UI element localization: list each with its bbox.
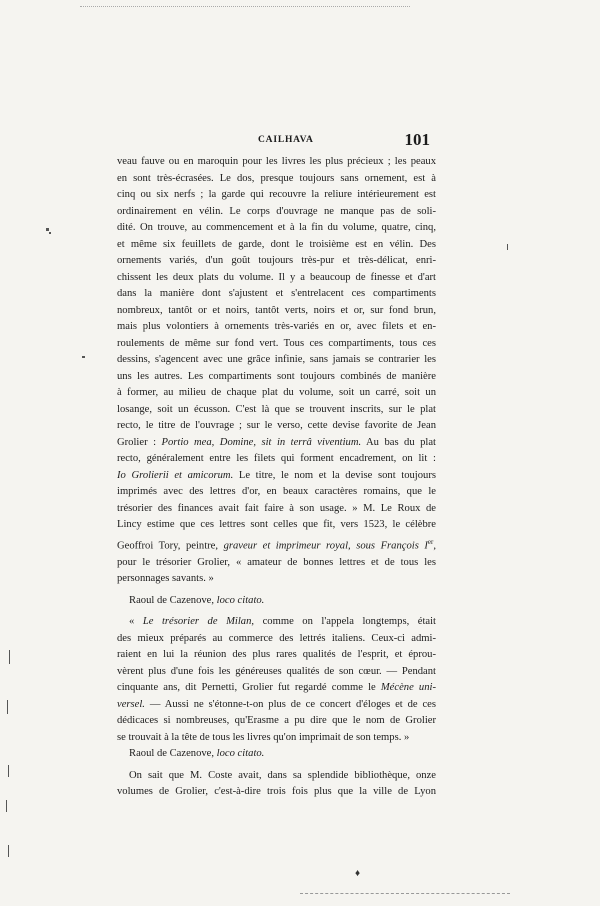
text-line: et même six feuillets de garde, dont le troisième est en vélin. Des [117, 238, 436, 250]
body-text [117, 154, 436, 801]
citation-author: Raoul de Cazenove, [129, 748, 217, 760]
text-line [117, 614, 436, 631]
text-run: , comme on l'appela longtemps, était [251, 616, 436, 628]
page-header [222, 132, 430, 152]
text-line: cinq ou six nerfs ; la garde qui recouvre la reliure intérieurement est [117, 189, 436, 200]
italic-run: versel. [117, 698, 145, 710]
text-line: personnages savants. » [117, 573, 214, 585]
margin-speck [8, 845, 9, 857]
text-run: Grolier : [117, 436, 162, 448]
top-scan-rule [80, 6, 410, 7]
italic-run: Mécène uni- [380, 682, 436, 694]
text-line: recto, le titre de l'ouvrage ; sur le verso, cette devise favorite de Jean [117, 420, 436, 431]
text-line: losange, soit un écusson. C'est là que se trouvent inscrits, sur le plat [117, 403, 436, 415]
text-line: dité. On trouve, au commencement et à la fin du volume, quatre, cinq, [117, 222, 436, 233]
text-run: Le titre, le nom et la devise sont toujours [233, 469, 436, 481]
text-line: se trouvait à la tête de tous les livres qu'on imprimait de son temps. » [117, 731, 410, 743]
text-line: dans la manière dont s'ajustent et s'entrelacent ces compartiments [117, 288, 436, 299]
text-line [117, 697, 436, 714]
text-run: Geoffroi Tory, peintre, [117, 540, 224, 552]
text-line: à former, au milieu de chaque plat du volume, soit un carré, soit un [117, 387, 436, 398]
running-title: CAILHAVA [258, 135, 314, 145]
text-line: ornements variés, d'un goût toujours très-pur et très-délicat, enri- [117, 255, 436, 266]
citation-2 [117, 746, 436, 763]
page-number: 101 [404, 130, 430, 149]
text-line [117, 534, 436, 555]
text-line: roulements de même sur fond vert. Tous ces compartiments, tous ces [117, 337, 436, 349]
text-line [117, 680, 436, 697]
text-line: des mieux préparés au commerce des lettrés italiens. Ceux-ci admi- [117, 632, 436, 644]
margin-speck [46, 228, 49, 231]
citation-line [117, 746, 436, 763]
paragraph-3 [117, 768, 436, 801]
margin-speck [8, 765, 9, 777]
paragraph-2 [117, 614, 436, 746]
text-run: , [433, 540, 436, 552]
text-line: vèrent plus d'une fois les généreuses qualités de son cœur. — Pendant [117, 665, 436, 677]
superscript: er [427, 537, 434, 546]
margin-speck [82, 356, 85, 358]
text-line: recto, généralement entre les filets qui forment encadrement, on lit : [117, 453, 436, 464]
text-line: imprimés avec des lettres d'or, en beaux caractères romains, que le [117, 486, 436, 497]
text-run: — Aussi ne s'étonne-t-on plus de ce concert d'éloges et de ces [144, 698, 436, 710]
text-line: On sait que M. Coste avait, dans sa splendide bibliothèque, onze [129, 769, 436, 781]
citation-line [117, 593, 436, 610]
margin-speck [9, 650, 10, 664]
footer-ornament: ♦ [355, 868, 361, 879]
text-line: uns les autres. Les compartiments sont toujours combinés de manière [117, 370, 436, 382]
margin-speck [49, 232, 51, 234]
bottom-scan-rule [300, 893, 510, 894]
text-line: ordinairement en vélin. Le corps d'ouvrage ne manque pas de soli- [117, 205, 436, 217]
text-run: « [129, 616, 143, 628]
text-line: pour le trésorier Grolier, « amateur de bonnes lettres et de tous les [117, 556, 436, 568]
text-line: chissent les deux plats du volume. Il y a beaucoup de finesse et d'art [117, 271, 436, 283]
text-line [117, 435, 436, 452]
italic-run: Le trésorier de Milan [142, 616, 252, 628]
text-line: raient en lui la réunion des plus rares qualités de l'esprit, et éprou- [117, 649, 436, 661]
latin-inscription: Io Grolierii et amicorum. [117, 469, 234, 481]
text-line [117, 468, 436, 485]
paragraph-1 [117, 154, 436, 588]
text-line: trésorier des finances avait fait faire à son usage. » M. Le Roux de [117, 502, 436, 514]
citation-ref: loco citato. [216, 748, 265, 760]
citation-ref: loco citato. [216, 594, 265, 606]
italic-run: graveur et imprimeur royal, sous François I [223, 540, 428, 552]
text-line: dédicaces si nombreuses, qu'Erasme a pu dire que le nom de Grolier [117, 715, 436, 727]
text-line: Lincy estime que ces lettres sont celles que fit, vers 1523, le célèbre [117, 519, 436, 530]
margin-speck [6, 800, 7, 812]
text-line: nombreux, tantôt or et noirs, tantôt verts, noirs et or, sur fond brun, [117, 304, 436, 316]
text-line: mais plus volontiers à ornements très-variés en or, avec filets et en- [117, 321, 436, 332]
text-line: volumes de Grolier, c'est-à-dire trois fois plus que la ville de Lyon [117, 786, 436, 798]
margin-speck [507, 244, 508, 250]
text-run: Au bas du plat [361, 436, 436, 448]
margin-speck [7, 700, 8, 714]
citation-author: Raoul de Cazenove, [129, 594, 217, 606]
text-line: en sont très-écrasées. Le dos, presque toujours sans ornement, est à [117, 172, 436, 184]
text-line: veau fauve ou en maroquin pour les livres les plus précieux ; les peaux [117, 156, 436, 167]
text-line: dessins, s'agencent avec une grâce infinie, sans jamais se contrarier les [117, 354, 436, 365]
latin-motto: Portio mea, Domine, sit in terrâ viventium. [161, 436, 362, 448]
text-run: cinquante ans, dit Pernetti, Grolier fut regardé comme le [117, 682, 381, 694]
citation-1 [117, 593, 436, 610]
